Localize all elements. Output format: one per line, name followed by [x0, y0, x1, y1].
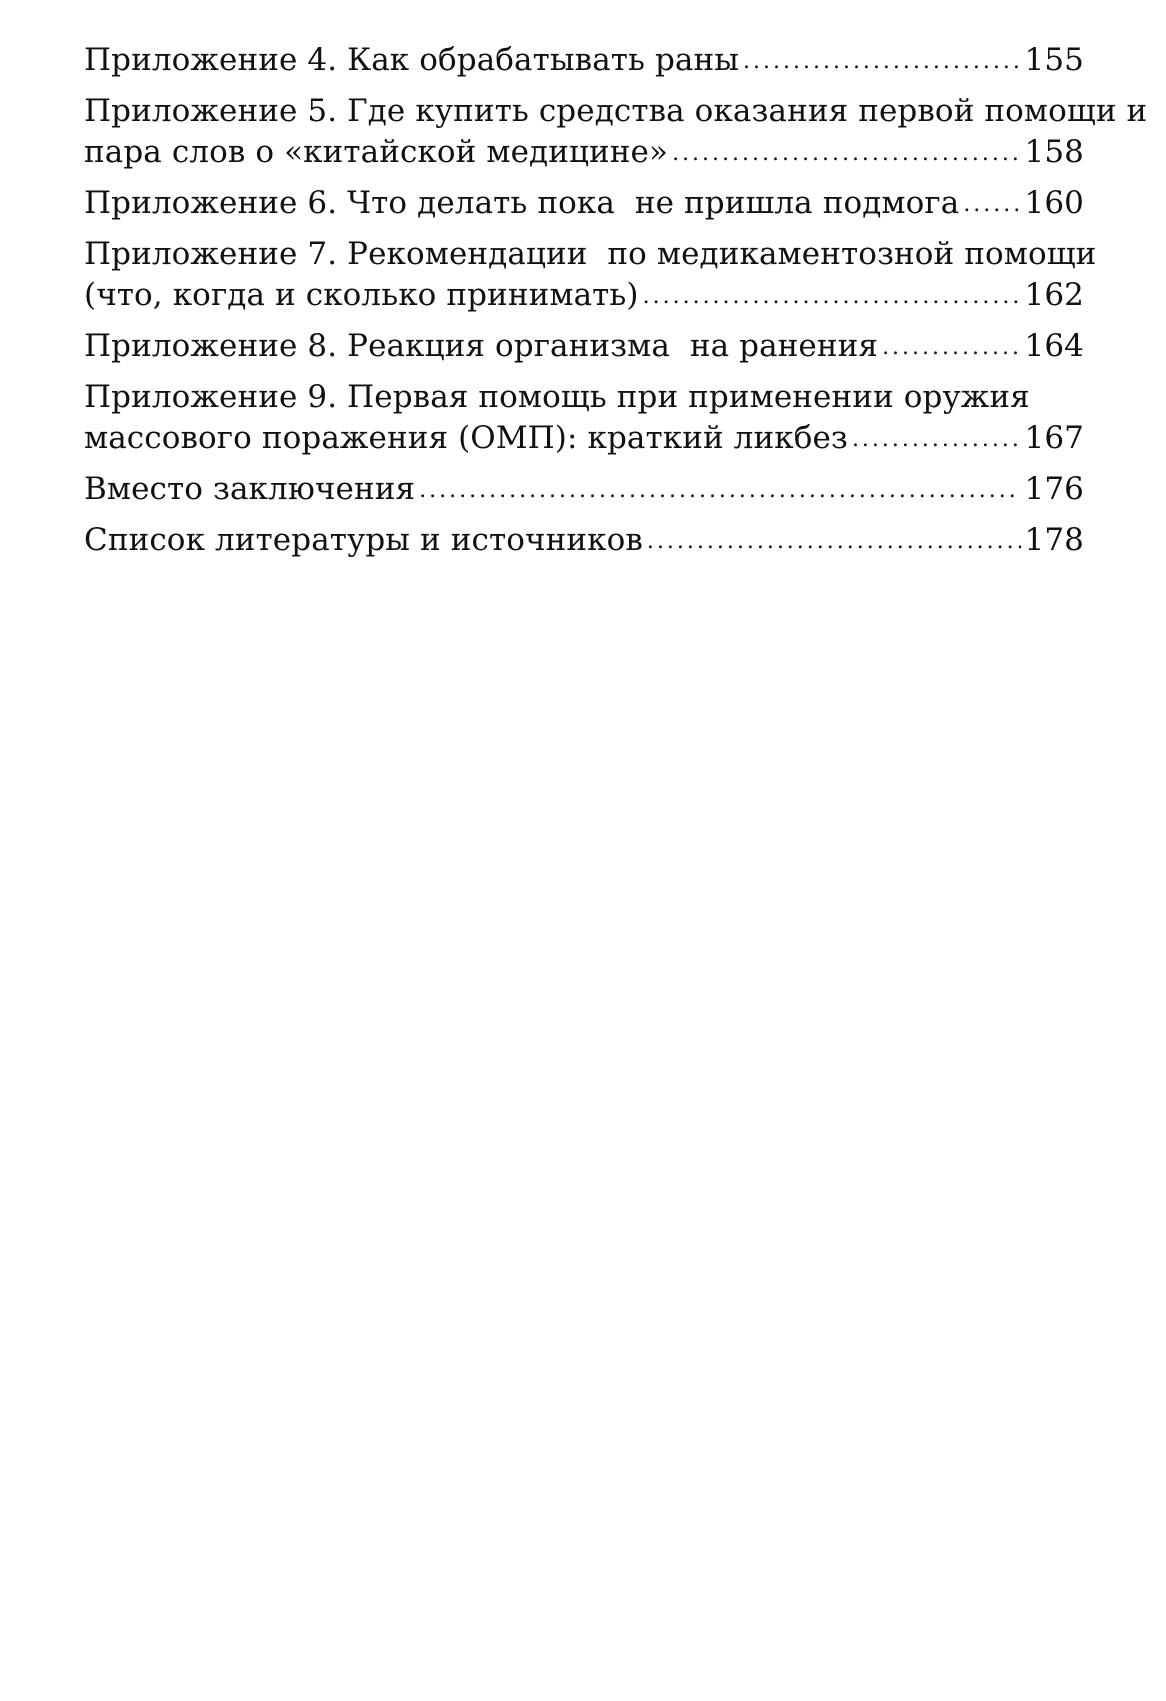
- toc-entry-conclusion[interactable]: [84, 469, 1084, 510]
- toc-entry-page: 160: [1024, 185, 1084, 221]
- dot-leader: [672, 133, 1020, 174]
- dot-leader: [963, 184, 1020, 225]
- toc-entry-title-line: пара слов о «китайской медицине»: [84, 134, 669, 170]
- toc-entry-title-line: Приложение 7. Рекомендации по медикаментозной помощи: [84, 236, 1097, 272]
- dot-leader: [743, 41, 1021, 82]
- toc-entry-page: 155: [1024, 42, 1084, 78]
- toc-entry-page: 162: [1024, 277, 1084, 313]
- toc-entry-page: 164: [1024, 328, 1084, 364]
- toc-entry-title: Список литературы и источников: [84, 522, 643, 558]
- toc-entry-appendix-8[interactable]: [84, 326, 1084, 367]
- toc-entry-title: Приложение 4. Как обрабатывать раны: [84, 42, 740, 78]
- toc-entry-references[interactable]: [84, 520, 1084, 561]
- toc-entry-appendix-6[interactable]: [84, 183, 1084, 224]
- dot-leader: [852, 419, 1021, 460]
- dot-leader: [643, 276, 1021, 317]
- table-of-contents: [84, 40, 1148, 571]
- toc-entry-appendix-4[interactable]: [84, 40, 1084, 81]
- toc-entry-appendix-7[interactable]: [84, 234, 1097, 316]
- dot-leader: [419, 470, 1020, 511]
- toc-entry-page: 176: [1024, 471, 1084, 507]
- toc-entry-title: Приложение 6. Что делать пока не пришла подмога: [84, 185, 960, 221]
- dot-leader: [647, 521, 1021, 562]
- toc-entry-page: 167: [1024, 420, 1084, 456]
- toc-entry-appendix-5[interactable]: [84, 91, 1148, 173]
- toc-entry-title-line: (что, когда и сколько принимать): [84, 277, 639, 313]
- toc-entry-title-line: Приложение 5. Где купить средства оказания первой помощи и: [84, 93, 1148, 129]
- toc-entry-page: 158: [1024, 134, 1084, 170]
- toc-entry-title-line: массового поражения (ОМП): краткий ликбез: [84, 420, 848, 456]
- dot-leader: [882, 327, 1020, 368]
- toc-entry-title: Приложение 8. Реакция организма на ранения: [84, 328, 879, 364]
- toc-entry-title-line: Приложение 9. Первая помощь при применении оружия: [84, 379, 1030, 415]
- toc-entry-appendix-9[interactable]: [84, 377, 1084, 459]
- toc-entry-page: 178: [1024, 522, 1084, 558]
- toc-entry-title: Вместо заключения: [84, 471, 416, 507]
